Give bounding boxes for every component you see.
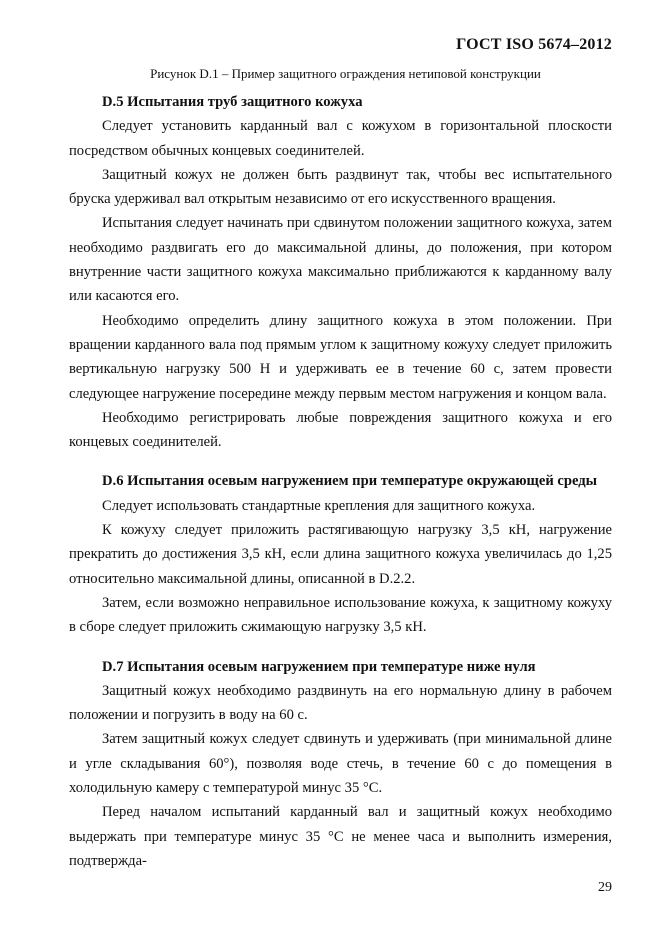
paragraph: Необходимо регистрировать любые повреждения защитного кожуха и его концевых соединителей. [69, 409, 612, 451]
paragraph: Следует установить карданный вал с кожухом в горизонтальной плоскости посредством обычных концевых соединителей. [69, 118, 612, 159]
document-body [69, 90, 612, 873]
paragraph: Перед началом испытаний карданный вал и защитный кожух необходимо выдержать при температуре минус 35 °С не менее часа и выполнить измерения, подтвержда- [69, 804, 612, 869]
paragraph: Следует использовать стандартные крепления для защитного кожуха. [102, 497, 536, 514]
paragraph: Испытания следует начинать при сдвинутом положении защитного кожуха, затем необходимо раздвигать его до максимальной длины, до положения, при котором внутренние части защитного кожуха максимально приближаются к карданному валу или касаются его. [69, 215, 612, 305]
paragraph: К кожуху следует приложить растягивающую нагрузку 3,5 кН, нагружение прекратить до достижения 3,5 кН, если длина защитного кожуха увеличилась до 1,25 относительно максимальной длины, описанной в D.2.2. [69, 522, 612, 587]
paragraph: Необходимо определить длину защитного кожуха в этом положении. При вращении карданного вала под прямым углом к защитному кожуху следует приложить вертикальную нагрузку 500 Н и удерживать ее в течение 60 с, затем провести следующее нагружение посередине между первым местом нагружения и концом вала. [69, 312, 612, 402]
paragraph: Защитный кожух необходимо раздвинуть на его нормальную длину в рабочем положении и погрузить в воду на 60 с. [69, 682, 612, 724]
section-heading: D.7 Испытания осевым нагружением при температуре ниже нуля [102, 658, 536, 675]
section-d6 [69, 469, 612, 639]
section-d5 [69, 90, 612, 454]
section-d7 [69, 655, 612, 874]
section-heading: D.6 Испытания осевым нагружением при температуре окружающей среды [102, 473, 598, 490]
paragraph: Защитный кожух не должен быть раздвинут так, чтобы вес испытательного бруска удерживал вал открытым независимо от его искусственного вращения. [69, 166, 612, 208]
page-number: 29 [598, 880, 612, 895]
paragraph: Затем, если возможно неправильное использование кожуха, к защитному кожуху в сборе следует приложить сжимающую нагрузку 3,5 кН. [69, 594, 612, 636]
section-heading: D.5 Испытания труб защитного кожуха [102, 94, 363, 110]
paragraph: Затем защитный кожух следует сдвинуть и удерживать (при минимальной длине и угле складывания 60°), позволяя воде стечь, в течение 60 с до помещения в холодильную камеру с температурой минус 35 °С. [69, 731, 612, 797]
figure-caption: Рисунок D.1 – Пример защитного ограждения нетиповой конструкции [150, 66, 541, 81]
document-standard-header: ГОСТ ISO 5674–2012 [456, 36, 612, 53]
